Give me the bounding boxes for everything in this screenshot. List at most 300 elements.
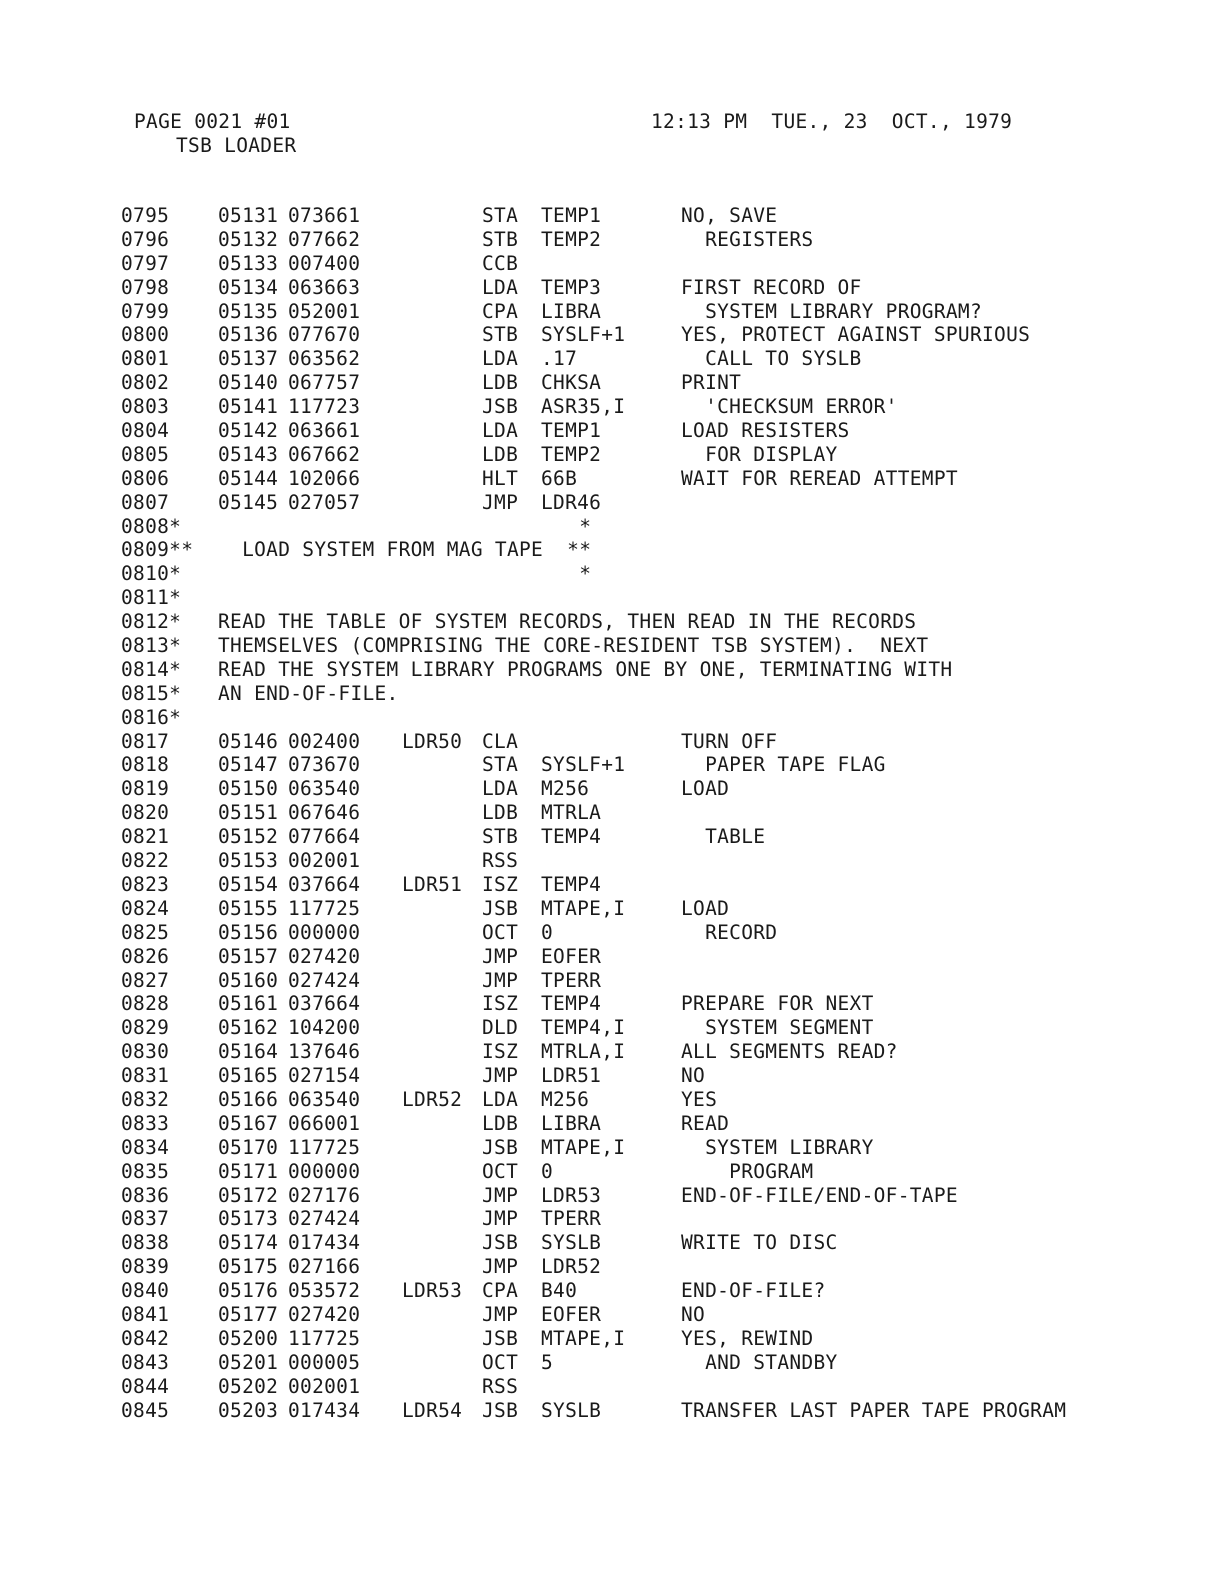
line-number: 0827 (121, 968, 170, 992)
line-number: 0819 (121, 777, 170, 801)
operand: SYSLF+1 (541, 323, 626, 347)
comment: PROGRAM (681, 1159, 814, 1183)
line-number: 0832 (121, 1087, 170, 1111)
label: LDR53 (402, 1279, 463, 1303)
address: 05134 (218, 275, 279, 299)
code-line (121, 395, 1211, 419)
comment-line (121, 538, 1211, 562)
code-line (121, 897, 1211, 921)
opcode: JSB (482, 1231, 519, 1255)
operand: LDR52 (541, 1255, 602, 1279)
address: 05141 (218, 395, 279, 419)
machine-code: 067646 (288, 801, 361, 825)
line-number: 0825 (121, 920, 170, 944)
address: 05140 (218, 371, 279, 395)
code-line (121, 945, 1211, 969)
address: 05172 (218, 1183, 279, 1207)
machine-code: 137646 (288, 1040, 361, 1064)
machine-code: 117725 (288, 1135, 361, 1159)
line-number: 0822 (121, 849, 170, 873)
comment: SYSTEM LIBRARY (681, 1135, 874, 1159)
assembly-listing (121, 204, 1211, 1422)
comment-line (121, 515, 1211, 539)
opcode: STB (482, 323, 519, 347)
code-line (121, 276, 1211, 300)
address: 05202 (218, 1374, 279, 1398)
operand: LDR53 (541, 1183, 602, 1207)
address: 05132 (218, 227, 279, 251)
operand: CHKSA (541, 371, 602, 395)
opcode: STA (482, 753, 519, 777)
address: 05147 (218, 753, 279, 777)
operand: 0 (541, 1159, 554, 1183)
address: 05135 (218, 299, 279, 323)
machine-code: 027176 (288, 1183, 361, 1207)
opcode: JMP (482, 490, 519, 514)
machine-code: 073661 (288, 204, 361, 227)
machine-code: 037664 (288, 992, 361, 1016)
line-number: 0840 (121, 1279, 170, 1303)
opcode: STA (482, 204, 519, 227)
address: 05177 (218, 1302, 279, 1326)
comment: FIRST RECORD OF (681, 275, 862, 299)
opcode: ISZ (482, 872, 519, 896)
machine-code: 077670 (288, 323, 361, 347)
opcode: JMP (482, 1207, 519, 1231)
opcode: STB (482, 227, 519, 251)
print-datetime: 12:13 PM TUE., 23 OCT., 1979 (651, 110, 1013, 133)
line-number: 0838 (121, 1231, 170, 1255)
line-number: 0797 (121, 251, 170, 275)
code-line (121, 1303, 1211, 1327)
line-number: 0845 (121, 1398, 170, 1422)
comment-text: THEMSELVES (COMPRISING THE CORE-RESIDENT TSB SYSTEM). NEXT (218, 634, 929, 658)
operand: TEMP4 (541, 872, 602, 896)
comment: END-OF-FILE? (681, 1279, 826, 1303)
address: 05154 (218, 872, 279, 896)
code-line (121, 491, 1211, 515)
address: 05144 (218, 466, 279, 490)
comment-text: AN END-OF-FILE. (218, 681, 399, 705)
address: 05166 (218, 1087, 279, 1111)
code-line (121, 1016, 1211, 1040)
code-line (121, 801, 1211, 825)
comment-text: LOAD SYSTEM FROM MAG TAPE ** (218, 538, 592, 562)
comment: LOAD (681, 777, 730, 801)
address: 05157 (218, 944, 279, 968)
address: 05175 (218, 1255, 279, 1279)
comment: REGISTERS (681, 227, 814, 251)
operand: TEMP1 (541, 419, 602, 443)
line-number: 0823 (121, 872, 170, 896)
machine-code: 063562 (288, 347, 361, 371)
operand: MTAPE,I (541, 896, 626, 920)
operand: EOFER (541, 1302, 602, 1326)
comment: ALL SEGMENTS READ? (681, 1040, 898, 1064)
operand: TEMP1 (541, 204, 602, 227)
operand: EOFER (541, 944, 602, 968)
opcode: JSB (482, 1398, 519, 1422)
comment-text: * (218, 514, 592, 538)
machine-code: 027420 (288, 944, 361, 968)
operand: TEMP4,I (541, 1016, 626, 1040)
address: 05137 (218, 347, 279, 371)
opcode: OCT (482, 920, 519, 944)
operand: LDR51 (541, 1064, 602, 1088)
comment: FOR DISPLAY (681, 442, 838, 466)
address: 05173 (218, 1207, 279, 1231)
line-number: 0796 (121, 227, 170, 251)
code-line (121, 1231, 1211, 1255)
code-line (121, 969, 1211, 993)
operand: MTAPE,I (541, 1326, 626, 1350)
code-line (121, 323, 1211, 347)
address: 05164 (218, 1040, 279, 1064)
label: LDR50 (402, 729, 463, 753)
line-number: 0836 (121, 1183, 170, 1207)
address: 05150 (218, 777, 279, 801)
line-number: 0815* (121, 681, 182, 705)
line-number: 0835 (121, 1159, 170, 1183)
opcode: STB (482, 825, 519, 849)
comment: YES (681, 1087, 718, 1111)
comment-line (121, 658, 1211, 682)
line-number: 0812* (121, 610, 182, 634)
address: 05156 (218, 920, 279, 944)
operand: 66B (541, 466, 578, 490)
code-line (121, 921, 1211, 945)
comment-line (121, 586, 1211, 610)
machine-code: 077662 (288, 227, 361, 251)
line-number: 0801 (121, 347, 170, 371)
address: 05136 (218, 323, 279, 347)
comment: READ (681, 1111, 730, 1135)
comment: NO (681, 1302, 706, 1326)
machine-code: 002001 (288, 1374, 361, 1398)
code-line (121, 467, 1211, 491)
comment-text: READ THE TABLE OF SYSTEM RECORDS, THEN READ IN THE RECORDS (218, 610, 917, 634)
machine-code: 077664 (288, 825, 361, 849)
line-number: 0798 (121, 275, 170, 299)
opcode: LDB (482, 371, 519, 395)
comment: END-OF-FILE/END-OF-TAPE (681, 1183, 958, 1207)
machine-code: 066001 (288, 1111, 361, 1135)
opcode: RSS (482, 1374, 519, 1398)
code-line (121, 228, 1211, 252)
line-number: 0810* (121, 562, 182, 586)
opcode: LDA (482, 777, 519, 801)
line-number: 0833 (121, 1111, 170, 1135)
machine-code: 117725 (288, 896, 361, 920)
line-number: 0813* (121, 634, 182, 658)
code-line (121, 873, 1211, 897)
comment: YES, PROTECT AGAINST SPURIOUS (681, 323, 1031, 347)
opcode: ISZ (482, 992, 519, 1016)
code-line (121, 1160, 1211, 1184)
comment-text: READ THE SYSTEM LIBRARY PROGRAMS ONE BY ONE, TERMINATING WITH (218, 657, 953, 681)
opcode: HLT (482, 466, 519, 490)
opcode: JSB (482, 1135, 519, 1159)
opcode: CPA (482, 299, 519, 323)
line-number: 0814* (121, 657, 182, 681)
line-number: 0802 (121, 371, 170, 395)
address: 05170 (218, 1135, 279, 1159)
opcode: LDB (482, 442, 519, 466)
code-line (121, 1351, 1211, 1375)
comment-text: * (218, 562, 592, 586)
machine-code: 027424 (288, 1207, 361, 1231)
opcode: CLA (482, 729, 519, 753)
line-number: 0826 (121, 944, 170, 968)
machine-code: 117725 (288, 1326, 361, 1350)
comment: TURN OFF (681, 729, 778, 753)
machine-code: 063663 (288, 275, 361, 299)
code-line (121, 443, 1211, 467)
opcode: OCT (482, 1350, 519, 1374)
code-line (121, 1184, 1211, 1208)
machine-code: 063540 (288, 1087, 361, 1111)
address: 05133 (218, 251, 279, 275)
address: 05171 (218, 1159, 279, 1183)
line-number: 0807 (121, 490, 170, 514)
operand: TPERR (541, 1207, 602, 1231)
code-line (121, 825, 1211, 849)
line-number: 0795 (121, 204, 170, 227)
comment: SYSTEM SEGMENT (681, 1016, 874, 1040)
code-line (121, 204, 1211, 228)
comment: SYSTEM LIBRARY PROGRAM? (681, 299, 982, 323)
code-line (121, 777, 1211, 801)
machine-code: 002400 (288, 729, 361, 753)
operand: B40 (541, 1279, 578, 1303)
label: LDR51 (402, 872, 463, 896)
comment-line (121, 562, 1211, 586)
code-line (121, 753, 1211, 777)
comment: PAPER TAPE FLAG (681, 753, 886, 777)
operand: TPERR (541, 968, 602, 992)
code-line (121, 371, 1211, 395)
operand: LIBRA (541, 299, 602, 323)
machine-code: 063540 (288, 777, 361, 801)
address: 05160 (218, 968, 279, 992)
code-line (121, 300, 1211, 324)
code-line (121, 1255, 1211, 1279)
line-number: 0831 (121, 1064, 170, 1088)
code-line (121, 1040, 1211, 1064)
line-number: 0841 (121, 1302, 170, 1326)
opcode: LDB (482, 801, 519, 825)
operand: SYSLB (541, 1231, 602, 1255)
machine-code: 027057 (288, 490, 361, 514)
line-number: 0843 (121, 1350, 170, 1374)
comment: WAIT FOR REREAD ATTEMPT (681, 466, 958, 490)
operand: M256 (541, 777, 590, 801)
comment-line (121, 706, 1211, 730)
operand: MTRLA (541, 801, 602, 825)
operand: SYSLB (541, 1398, 602, 1422)
address: 05155 (218, 896, 279, 920)
line-number: 0805 (121, 442, 170, 466)
opcode: JSB (482, 896, 519, 920)
code-line (121, 1279, 1211, 1303)
opcode: LDA (482, 419, 519, 443)
label: LDR52 (402, 1087, 463, 1111)
address: 05142 (218, 419, 279, 443)
machine-code: 073670 (288, 753, 361, 777)
machine-code: 000005 (288, 1350, 361, 1374)
operand: LDR46 (541, 490, 602, 514)
code-line (121, 1207, 1211, 1231)
line-number: 0811* (121, 586, 182, 610)
operand: 5 (541, 1350, 554, 1374)
line-number: 0821 (121, 825, 170, 849)
machine-code: 027424 (288, 968, 361, 992)
comment-line (121, 682, 1211, 706)
address: 05143 (218, 442, 279, 466)
opcode: JMP (482, 1302, 519, 1326)
address: 05201 (218, 1350, 279, 1374)
address: 05145 (218, 490, 279, 514)
comment: PRINT (681, 371, 742, 395)
code-line (121, 1399, 1211, 1423)
line-number: 0828 (121, 992, 170, 1016)
machine-code: 027154 (288, 1064, 361, 1088)
comment: CALL TO SYSLB (681, 347, 862, 371)
code-line (121, 347, 1211, 371)
code-line (121, 1064, 1211, 1088)
comment: TABLE (681, 825, 766, 849)
comment: LOAD RESISTERS (681, 419, 850, 443)
comment: NO, SAVE (681, 204, 778, 227)
address: 05174 (218, 1231, 279, 1255)
opcode: RSS (482, 849, 519, 873)
line-number: 0829 (121, 1016, 170, 1040)
opcode: OCT (482, 1159, 519, 1183)
line-number: 0799 (121, 299, 170, 323)
line-number: 0804 (121, 419, 170, 443)
address: 05153 (218, 849, 279, 873)
code-line (121, 1136, 1211, 1160)
line-number: 0808* (121, 514, 182, 538)
machine-code: 117723 (288, 395, 361, 419)
code-line (121, 1112, 1211, 1136)
opcode: ISZ (482, 1040, 519, 1064)
comment: PREPARE FOR NEXT (681, 992, 874, 1016)
opcode: LDB (482, 1111, 519, 1135)
machine-code: 017434 (288, 1231, 361, 1255)
address: 05165 (218, 1064, 279, 1088)
opcode: JSB (482, 395, 519, 419)
opcode: JMP (482, 968, 519, 992)
operand: 0 (541, 920, 554, 944)
operand: TEMP3 (541, 275, 602, 299)
code-line (121, 849, 1211, 873)
machine-code: 053572 (288, 1279, 361, 1303)
machine-code: 102066 (288, 466, 361, 490)
opcode: JMP (482, 1183, 519, 1207)
address: 05146 (218, 729, 279, 753)
opcode: JMP (482, 1255, 519, 1279)
address: 05161 (218, 992, 279, 1016)
address: 05152 (218, 825, 279, 849)
comment: WRITE TO DISC (681, 1231, 838, 1255)
line-number: 0837 (121, 1207, 170, 1231)
operand: SYSLF+1 (541, 753, 626, 777)
opcode: CCB (482, 251, 519, 275)
operand: LIBRA (541, 1111, 602, 1135)
address: 05203 (218, 1398, 279, 1422)
line-number: 0817 (121, 729, 170, 753)
machine-code: 067757 (288, 371, 361, 395)
comment: TRANSFER LAST PAPER TAPE PROGRAM (681, 1398, 1067, 1422)
line-number: 0800 (121, 323, 170, 347)
line-number: 0820 (121, 801, 170, 825)
comment: LOAD (681, 896, 730, 920)
machine-code: 104200 (288, 1016, 361, 1040)
machine-code: 000000 (288, 920, 361, 944)
code-line (121, 419, 1211, 443)
line-number: 0842 (121, 1326, 170, 1350)
machine-code: 067662 (288, 442, 361, 466)
opcode: CPA (482, 1279, 519, 1303)
line-number: 0839 (121, 1255, 170, 1279)
label: LDR54 (402, 1398, 463, 1422)
address: 05151 (218, 801, 279, 825)
machine-code: 037664 (288, 872, 361, 896)
comment: 'CHECKSUM ERROR' (681, 395, 898, 419)
code-line (121, 730, 1211, 754)
operand: M256 (541, 1087, 590, 1111)
machine-code: 017434 (288, 1398, 361, 1422)
comment: RECORD (681, 920, 778, 944)
opcode: LDA (482, 347, 519, 371)
machine-code: 002001 (288, 849, 361, 873)
address: 05200 (218, 1326, 279, 1350)
comment-line (121, 610, 1211, 634)
address: 05176 (218, 1279, 279, 1303)
code-line (121, 992, 1211, 1016)
line-number: 0803 (121, 395, 170, 419)
code-line (121, 1088, 1211, 1112)
opcode: JSB (482, 1326, 519, 1350)
line-number: 0830 (121, 1040, 170, 1064)
operand: TEMP2 (541, 442, 602, 466)
line-number: 0806 (121, 466, 170, 490)
operand: MTAPE,I (541, 1135, 626, 1159)
comment: YES, REWIND (681, 1326, 814, 1350)
opcode: JMP (482, 944, 519, 968)
operand: .17 (541, 347, 578, 371)
opcode: DLD (482, 1016, 519, 1040)
address: 05167 (218, 1111, 279, 1135)
operand: TEMP4 (541, 992, 602, 1016)
machine-code: 027166 (288, 1255, 361, 1279)
operand: TEMP4 (541, 825, 602, 849)
operand: TEMP2 (541, 227, 602, 251)
machine-code: 000000 (288, 1159, 361, 1183)
line-number: 0818 (121, 753, 170, 777)
code-line (121, 252, 1211, 276)
line-number: 0844 (121, 1374, 170, 1398)
comment: NO (681, 1064, 706, 1088)
machine-code: 052001 (288, 299, 361, 323)
code-line (121, 1375, 1211, 1399)
line-number: 0834 (121, 1135, 170, 1159)
machine-code: 027420 (288, 1302, 361, 1326)
operand: MTRLA,I (541, 1040, 626, 1064)
comment: AND STANDBY (681, 1350, 838, 1374)
opcode: LDA (482, 275, 519, 299)
